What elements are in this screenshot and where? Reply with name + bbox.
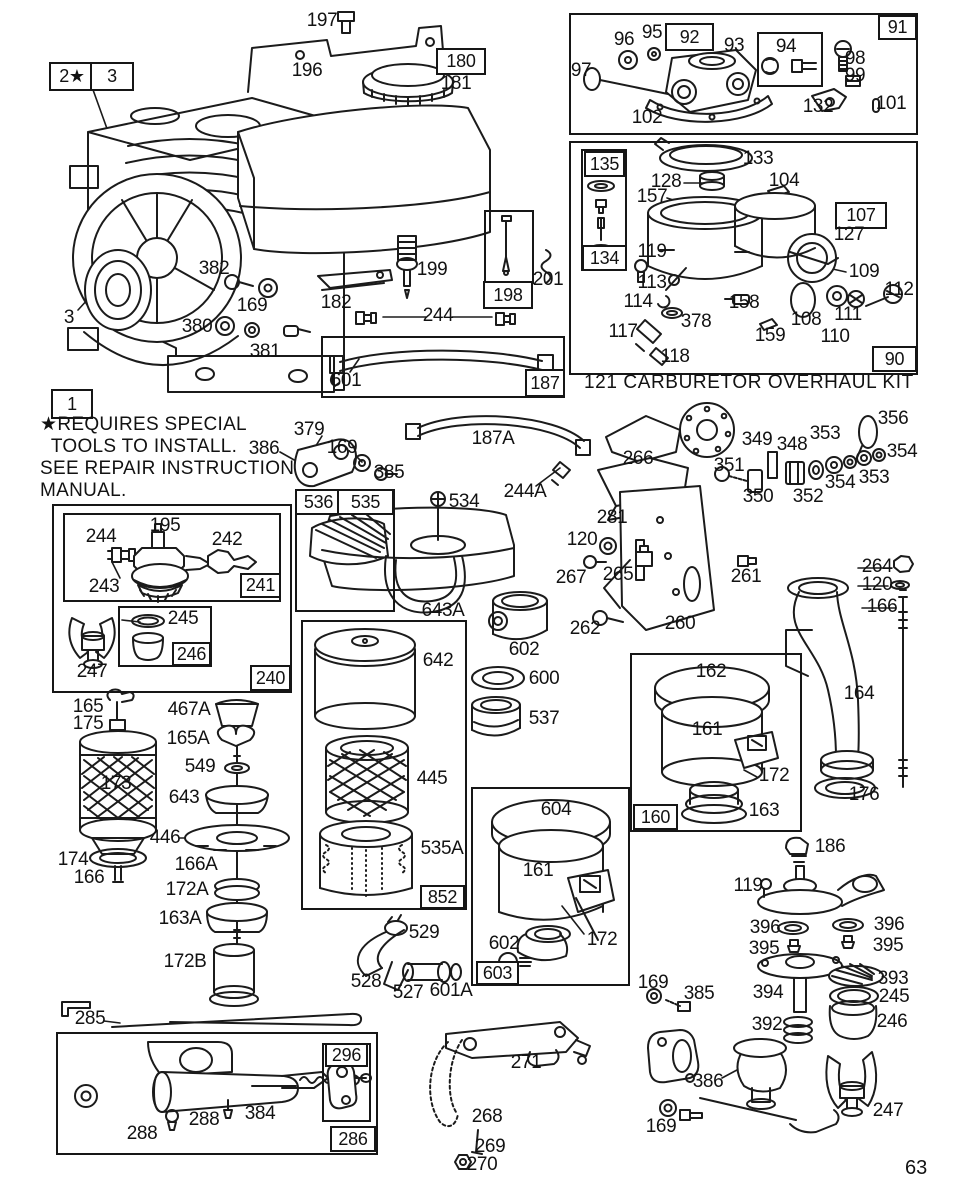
note-line-2: TOOLS TO INSTALL.: [40, 436, 238, 457]
ref-box-240: 240: [250, 665, 291, 691]
callout-393: 393: [877, 968, 909, 989]
callout-242: 242: [211, 529, 243, 550]
callout-527: 527: [392, 982, 424, 1003]
callout-93: 93: [723, 35, 745, 56]
callout-158: 158: [728, 292, 760, 313]
callout-285: 285: [74, 1008, 106, 1029]
install-note: [40, 414, 294, 502]
callout-445: 445: [416, 768, 448, 789]
ref-box-3: 3: [90, 62, 134, 91]
callout-165A: 165A: [166, 728, 210, 749]
callout-602: 602: [508, 639, 540, 660]
callout-99: 99: [844, 65, 866, 86]
callout-128: 128: [650, 171, 682, 192]
callout-353: 353: [858, 467, 890, 488]
callout-176: 176: [848, 784, 880, 805]
ref-box-160: 160: [633, 804, 678, 830]
callout-266: 266: [622, 448, 654, 469]
callout-245: 245: [167, 608, 199, 629]
callout-104: 104: [768, 170, 800, 191]
callout-467A: 467A: [167, 699, 211, 720]
callout-379: 379: [293, 419, 325, 440]
ref-box-535: 535: [337, 489, 394, 515]
callout-270: 270: [466, 1154, 498, 1175]
callout-269: 269: [474, 1136, 506, 1157]
callout-109: 109: [848, 261, 880, 282]
ref-box-2star: 2★: [49, 62, 95, 91]
callout-535A: 535A: [420, 838, 464, 859]
callout-378: 378: [680, 311, 712, 332]
callout-97: 97: [570, 60, 592, 81]
callout-187A: 187A: [471, 428, 515, 449]
callout-172: 172: [758, 765, 790, 786]
note-line-4: MANUAL.: [40, 480, 127, 501]
callout-243: 243: [88, 576, 120, 597]
callout-172B: 172B: [163, 951, 207, 972]
callout-95: 95: [641, 22, 663, 43]
callout-281: 281: [596, 507, 628, 528]
callout-174: 174: [57, 849, 89, 870]
ref-box-134: 134: [582, 245, 627, 271]
callout-101: 101: [875, 93, 907, 114]
callout-169: 169: [236, 295, 268, 316]
callout-108: 108: [790, 309, 822, 330]
ref-box-286: 286: [330, 1126, 376, 1152]
callout-3: 3: [63, 307, 75, 328]
carb-kit-caption: 121 CARBURETOR OVERHAUL KIT: [584, 372, 914, 393]
callout-120: 120: [566, 529, 598, 550]
note-line-3: SEE REPAIR INSTRUCTION: [40, 458, 295, 479]
callout-396: 396: [873, 914, 905, 935]
callout-395: 395: [872, 935, 904, 956]
callout-94: 94: [775, 36, 797, 57]
callout-351: 351: [713, 455, 745, 476]
callout-120: 120: [861, 574, 893, 595]
callout-246: 246: [876, 1011, 908, 1032]
ref-box-852: 852: [420, 885, 465, 909]
callout-601: 601: [330, 370, 362, 391]
callout-119: 119: [637, 241, 667, 262]
callout-181: 181: [440, 73, 472, 94]
ref-box-180: 180: [436, 48, 486, 75]
callout-271: 271: [510, 1052, 542, 1073]
callout-446: 446: [149, 827, 181, 848]
callout-164: 164: [843, 683, 875, 704]
callout-392: 392: [751, 1014, 783, 1035]
callout-119: 119: [733, 875, 763, 896]
ref-box-135: 135: [584, 151, 625, 177]
ref-box-241: 241: [240, 573, 281, 598]
callout-268: 268: [471, 1106, 503, 1127]
callout-162: 162: [695, 661, 727, 682]
callout-169: 169: [326, 437, 358, 458]
callout-114: 114: [623, 291, 653, 312]
callout-534: 534: [448, 491, 480, 512]
callout-600: 600: [528, 668, 560, 689]
callout-386: 386: [692, 1071, 724, 1092]
ref-box-536: 536: [295, 489, 342, 515]
callout-172: 172: [586, 929, 618, 950]
callout-96: 96: [613, 29, 635, 50]
callout-113: 113: [637, 272, 667, 293]
ref-box-603: 603: [476, 961, 519, 985]
note-line-1: ★REQUIRES SPECIAL: [40, 414, 247, 435]
callout-166: 166: [73, 867, 105, 888]
callout-102: 102: [631, 107, 663, 128]
ref-box-1: 1: [51, 389, 93, 419]
callout-260: 260: [664, 613, 696, 634]
callout-394: 394: [752, 982, 784, 1003]
callout-528: 528: [350, 971, 382, 992]
callout-386: 386: [248, 438, 280, 459]
ref-box-92: 92: [665, 23, 714, 51]
callout-643: 643: [168, 787, 200, 808]
callout-244: 244: [422, 305, 454, 326]
callout-382: 382: [198, 258, 230, 279]
ref-box-187: 187: [525, 369, 565, 397]
callout-112: 112: [884, 279, 914, 300]
ref-box-91: 91: [878, 15, 917, 40]
callout-288: 288: [126, 1123, 158, 1144]
callout-110: 110: [820, 326, 850, 347]
callout-98: 98: [844, 48, 866, 69]
callout-642: 642: [422, 650, 454, 671]
callout-604: 604: [540, 799, 572, 820]
callout-267: 267: [555, 567, 587, 588]
ref-box-246: 246: [172, 642, 211, 666]
callout-265: 265: [602, 564, 634, 585]
callout-132: 132: [802, 96, 834, 117]
callout-133: 133: [742, 148, 774, 169]
callout-262: 262: [569, 618, 601, 639]
callout-163A: 163A: [158, 908, 202, 929]
callout-395: 395: [748, 938, 780, 959]
callout-356: 356: [877, 408, 909, 429]
callout-549: 549: [184, 756, 216, 777]
callout-165: 165: [72, 696, 104, 717]
callout-244: 244: [85, 526, 117, 547]
callout-244A: 244A: [503, 481, 547, 502]
callout-529: 529: [408, 922, 440, 943]
callout-602: 602: [488, 933, 520, 954]
callout-196: 196: [291, 60, 323, 81]
callout-247: 247: [76, 661, 108, 682]
callout-354: 354: [824, 472, 856, 493]
callout-396: 396: [749, 917, 781, 938]
callout-352: 352: [792, 486, 824, 507]
callout-159: 159: [754, 325, 786, 346]
callout-172A: 172A: [165, 879, 209, 900]
page-number: 63: [905, 1157, 928, 1179]
callout-157: 157: [636, 186, 668, 207]
callout-117: 117: [608, 321, 638, 342]
callout-245: 245: [878, 986, 910, 1007]
callout-161: 161: [691, 719, 723, 740]
callout-161: 161: [522, 860, 554, 881]
callout-380: 380: [181, 316, 213, 337]
callout-264: 264: [861, 556, 893, 577]
callout-111: 111: [834, 304, 862, 325]
ref-box-198: 198: [483, 281, 533, 309]
callout-182: 182: [320, 292, 352, 313]
ref-box-296: 296: [325, 1043, 368, 1067]
callout-350: 350: [742, 486, 774, 507]
callout-199: 199: [416, 259, 448, 280]
callout-197: 197: [306, 10, 338, 31]
callout-353: 353: [809, 423, 841, 444]
callout-186: 186: [814, 836, 846, 857]
ref-box-107: 107: [835, 202, 887, 229]
callout-384: 384: [244, 1103, 276, 1124]
callout-127: 127: [833, 224, 865, 245]
callout-166A: 166A: [174, 854, 218, 875]
callout-166: 166: [866, 596, 898, 617]
callout-385: 385: [373, 462, 405, 483]
callout-354: 354: [886, 441, 918, 462]
ref-box-90: 90: [872, 346, 917, 372]
callout-163: 163: [748, 800, 780, 821]
callout-118: 118: [660, 346, 690, 367]
callout-175: 175: [72, 713, 104, 734]
callout-261: 261: [730, 566, 762, 587]
callout-169: 169: [637, 972, 669, 993]
callout-169: 169: [645, 1116, 677, 1137]
callout-173: 173: [100, 773, 132, 794]
callout-195: 195: [149, 515, 181, 536]
callout-381: 381: [249, 341, 281, 362]
callout-201: 201: [532, 269, 564, 290]
callout-288: 288: [188, 1109, 220, 1130]
callout-247: 247: [872, 1100, 904, 1121]
callout-385: 385: [683, 983, 715, 1004]
callout-349: 349: [741, 429, 773, 450]
callout-643A: 643A: [421, 600, 465, 621]
callout-601A: 601A: [429, 980, 473, 1001]
callout-348: 348: [776, 434, 808, 455]
callout-537: 537: [528, 708, 560, 729]
